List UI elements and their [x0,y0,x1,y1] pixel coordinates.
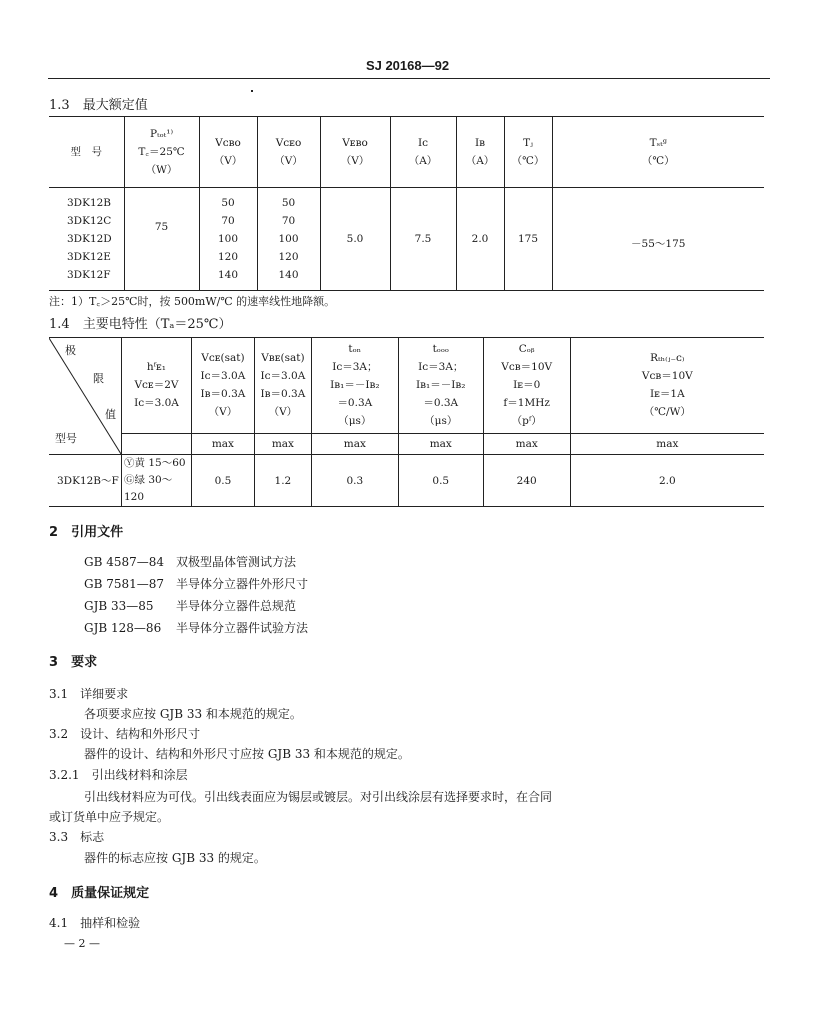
model-cell: 3DK12B～F [49,455,122,507]
header-rule [48,78,770,79]
vcesat-limit: max [191,433,254,454]
section-title: 抽样和检验 [80,916,141,930]
section-number: 3.1 [49,687,69,701]
vceo-value: 50 [281,197,296,209]
tj-symbol: Tⱼ [523,137,533,149]
hfe-value [122,455,192,507]
cob-condition: Iᴇ＝0 [513,379,541,392]
section-title: 主要电特性（Tₐ＝25℃） [82,317,232,332]
hfe-limit [122,433,192,454]
toff-value: 0.5 [398,455,483,507]
ptot-symbol: Pₜₒₜ¹⁾ [149,128,174,140]
subsection-4-1-heading [49,914,140,931]
vcbo-value: 50 [221,197,235,209]
vceo-values [257,188,320,291]
vceo-value: 140 [278,269,299,281]
vbesat-symbol: Vʙᴇ(sat) [261,352,305,365]
section-title: 要求 [71,655,98,670]
cob-value: 240 [483,455,570,507]
vcesat-condition: Iᴄ＝3.0A [200,370,246,383]
rth-condition: Iᴇ＝1A [649,388,685,401]
table-row [49,455,764,507]
section-number: 4 [49,886,59,901]
ton-condition: Iᴄ＝3A； [332,361,378,374]
vceo-value: 70 [281,215,296,227]
tstg-unit: （℃） [641,155,675,167]
section-title: 最大额定值 [82,98,148,113]
model-3dk12d: 3DK12D [67,233,112,245]
ib-value: 2.0 [456,188,504,291]
reference-title: 双极型晶体管测试方法 [176,555,297,569]
tstg-symbol: Tₛₜᵍ [649,137,667,149]
ic-value: 7.5 [390,188,456,291]
reference-title: 半导体分立器件试验方法 [176,621,309,635]
vbesat-condition: Iʙ＝0.3A [260,388,306,401]
vcbo-value: 70 [221,215,235,227]
section-number: 1.4 [49,317,70,332]
ic-unit: （A） [408,155,438,167]
footnote: 注：1）T꜀＞25℃时，按 500mW/℃ 的速率线性地降额。 [49,295,336,308]
vcbo-value: 140 [217,269,239,281]
hfe-condition: Iᴄ＝3.0A [134,397,179,410]
section-title: 质量保证规定 [71,886,150,901]
vbesat-condition: Iᴄ＝3.0A [260,370,306,383]
subsection-3-2-1-heading [49,766,188,783]
vbesat-value: 1.2 [254,455,311,507]
header-row [49,338,764,434]
paragraph: 器件的标志应按 GJB 33 的规定。 [84,851,266,865]
rth-condition: Vᴄʙ＝10V [641,370,693,383]
reference-item [84,619,308,636]
vebo-value: 5.0 [320,188,390,291]
model-3dk12f: 3DK12F [67,269,111,281]
tj-value: 175 [504,188,552,291]
ton-condition: Iʙ₁＝－Iʙ₂ [330,379,380,392]
vcesat-symbol: Vᴄᴇ(sat) [201,352,245,365]
subsection-3-2-heading [49,725,200,742]
col-toff [398,338,483,434]
rth-value: 2.0 [570,455,764,507]
section-number: 3 [49,655,59,670]
vceo-symbol: Vᴄᴇᴏ [275,137,302,149]
vcbo-symbol: Vᴄʙᴏ [215,137,241,149]
ptot-condition: T꜀＝25℃ [138,146,185,158]
section-1-4-heading [49,313,231,332]
limit-row [49,433,764,454]
reference-item [84,553,296,570]
reference-code: GJB 33—85 [84,599,154,613]
col-ib [456,117,504,188]
ptot-value: 75 [124,188,199,291]
col-vceo [257,117,320,188]
col-vebo [320,117,390,188]
vcesat-condition: Iʙ＝0.3A [200,388,246,401]
cob-condition: f＝1MHz [503,397,550,410]
rth-symbol: Rₜₕ₍ⱼ₋ᴄ₎ [650,352,685,365]
paragraph: 或订货单中应予规定。 [49,810,170,824]
model-3dk12e: 3DK12E [67,251,111,263]
toff-condition: Iʙ₁＝－Iʙ₂ [415,379,466,392]
reference-item [84,575,308,592]
vceo-value: 100 [278,233,299,245]
section-title: 标志 [80,830,105,844]
subsection-3-1-heading [49,685,128,702]
section-title: 详细要求 [80,687,129,701]
vceo-unit: （V） [274,155,303,167]
hfe-green-grade: Ⓖ绿 30～120 [124,474,173,503]
col-rth [570,338,764,434]
paragraph: 各项要求应按 GJB 33 和本规范的规定。 [84,707,302,721]
ton-value: 0.3 [311,455,398,507]
reference-code: GJB 128—86 [84,621,162,635]
section-number: 2 [49,525,59,540]
vbesat-unit: （V） [268,406,298,419]
max-ratings-table [49,116,764,291]
section-number: 1.3 [49,98,70,113]
toff-symbol: tₒₒₒ [432,343,449,356]
document-number: SJ 20168—92 [365,58,450,73]
reference-title: 半导体分立器件总规范 [176,599,297,613]
col-tstg [552,117,764,188]
section-number: 3.2 [49,727,69,741]
col-ic [390,117,456,188]
rth-limit: max [570,433,764,454]
section-title: 引出线材料和涂层 [91,768,188,782]
hfe-symbol: hᶠᴇ₁ [146,361,167,374]
toff-condition: Iᴄ＝3A； [418,361,464,374]
tj-unit: （℃） [511,155,545,167]
corner-label-zhi: 值 [105,408,116,421]
electrical-characteristics-table [49,337,764,507]
table-row [49,188,764,291]
vcbo-value: 100 [217,233,239,245]
cob-symbol: Cₒᵦ [518,343,535,356]
corner-label-xinghao: 型号 [55,432,77,445]
toff-unit: （μs） [424,415,458,428]
hfe-yellow-grade: Ⓨ黄 15～60 [124,457,186,469]
ib-symbol: Iʙ [474,137,486,149]
toff-condition: ＝0.3A [423,397,459,410]
paragraph: 引出线材料应为可伐。引出线表面应为锡层或镀层。对引出线涂层有选择要求时，在合同 [84,790,553,804]
col-vcbo [199,117,257,188]
vceo-value: 120 [278,251,299,263]
vcbo-values [199,188,257,291]
reference-code: GB 7581—87 [84,577,165,591]
vcbo-value: 120 [217,251,239,263]
section-title: 设计、结构和外形尺寸 [80,727,201,741]
scan-speck [251,90,253,92]
ton-symbol: tₒₙ [348,343,362,356]
ton-condition: ＝0.3A [337,397,373,410]
section-title: 引用文件 [71,525,124,540]
reference-item [84,597,296,614]
section-number: 3.3 [49,830,69,844]
vebo-symbol: Vᴇʙᴏ [342,137,368,149]
tstg-value: －55～175 [552,188,764,291]
reference-code: GB 4587—84 [84,555,165,569]
col-type: 型 号 [70,146,102,158]
ib-unit: （A） [465,155,495,167]
vcesat-value: 0.5 [191,455,254,507]
hfe-condition: Vᴄᴇ＝2V [134,379,179,392]
reference-title: 半导体分立器件外形尺寸 [176,577,309,591]
ton-limit: max [311,433,398,454]
col-ton [311,338,398,434]
vcbo-unit: （V） [213,155,243,167]
vcesat-unit: （V） [208,406,238,419]
ptot-unit: （W） [145,164,178,176]
section-4-heading [49,882,149,901]
header-row [49,117,764,188]
model-list [49,188,124,291]
rth-unit: （℃/W） [643,406,691,419]
section-3-heading [49,651,97,670]
cob-unit: （pᶠ） [511,415,542,428]
cob-limit: max [483,433,570,454]
model-3dk12c: 3DK12C [67,215,112,227]
vebo-unit: （V） [340,155,370,167]
page-number: — 2 — [64,937,100,950]
section-2-heading [49,521,123,540]
toff-limit: max [398,433,483,454]
ton-unit: （μs） [338,415,372,428]
cob-condition: Vᴄʙ＝10V [501,361,553,374]
col-vbesat [254,338,311,434]
section-number: 3.2.1 [49,768,80,782]
section-1-3-heading [49,94,148,113]
corner-label-xian: 限 [93,372,104,385]
col-cob [483,338,570,434]
ic-symbol: Iᴄ [417,137,429,149]
section-number: 4.1 [49,916,69,930]
col-ptot [124,117,199,188]
model-3dk12b: 3DK12B [67,197,112,209]
col-tj [504,117,552,188]
corner-label-ji: 极 [65,344,76,357]
corner-cell [49,338,122,455]
vbesat-limit: max [254,433,311,454]
col-hfe [122,338,192,434]
subsection-3-3-heading [49,828,104,845]
col-vcesat [191,338,254,434]
paragraph: 器件的设计、结构和外形尺寸应按 GJB 33 和本规范的规定。 [84,747,410,761]
